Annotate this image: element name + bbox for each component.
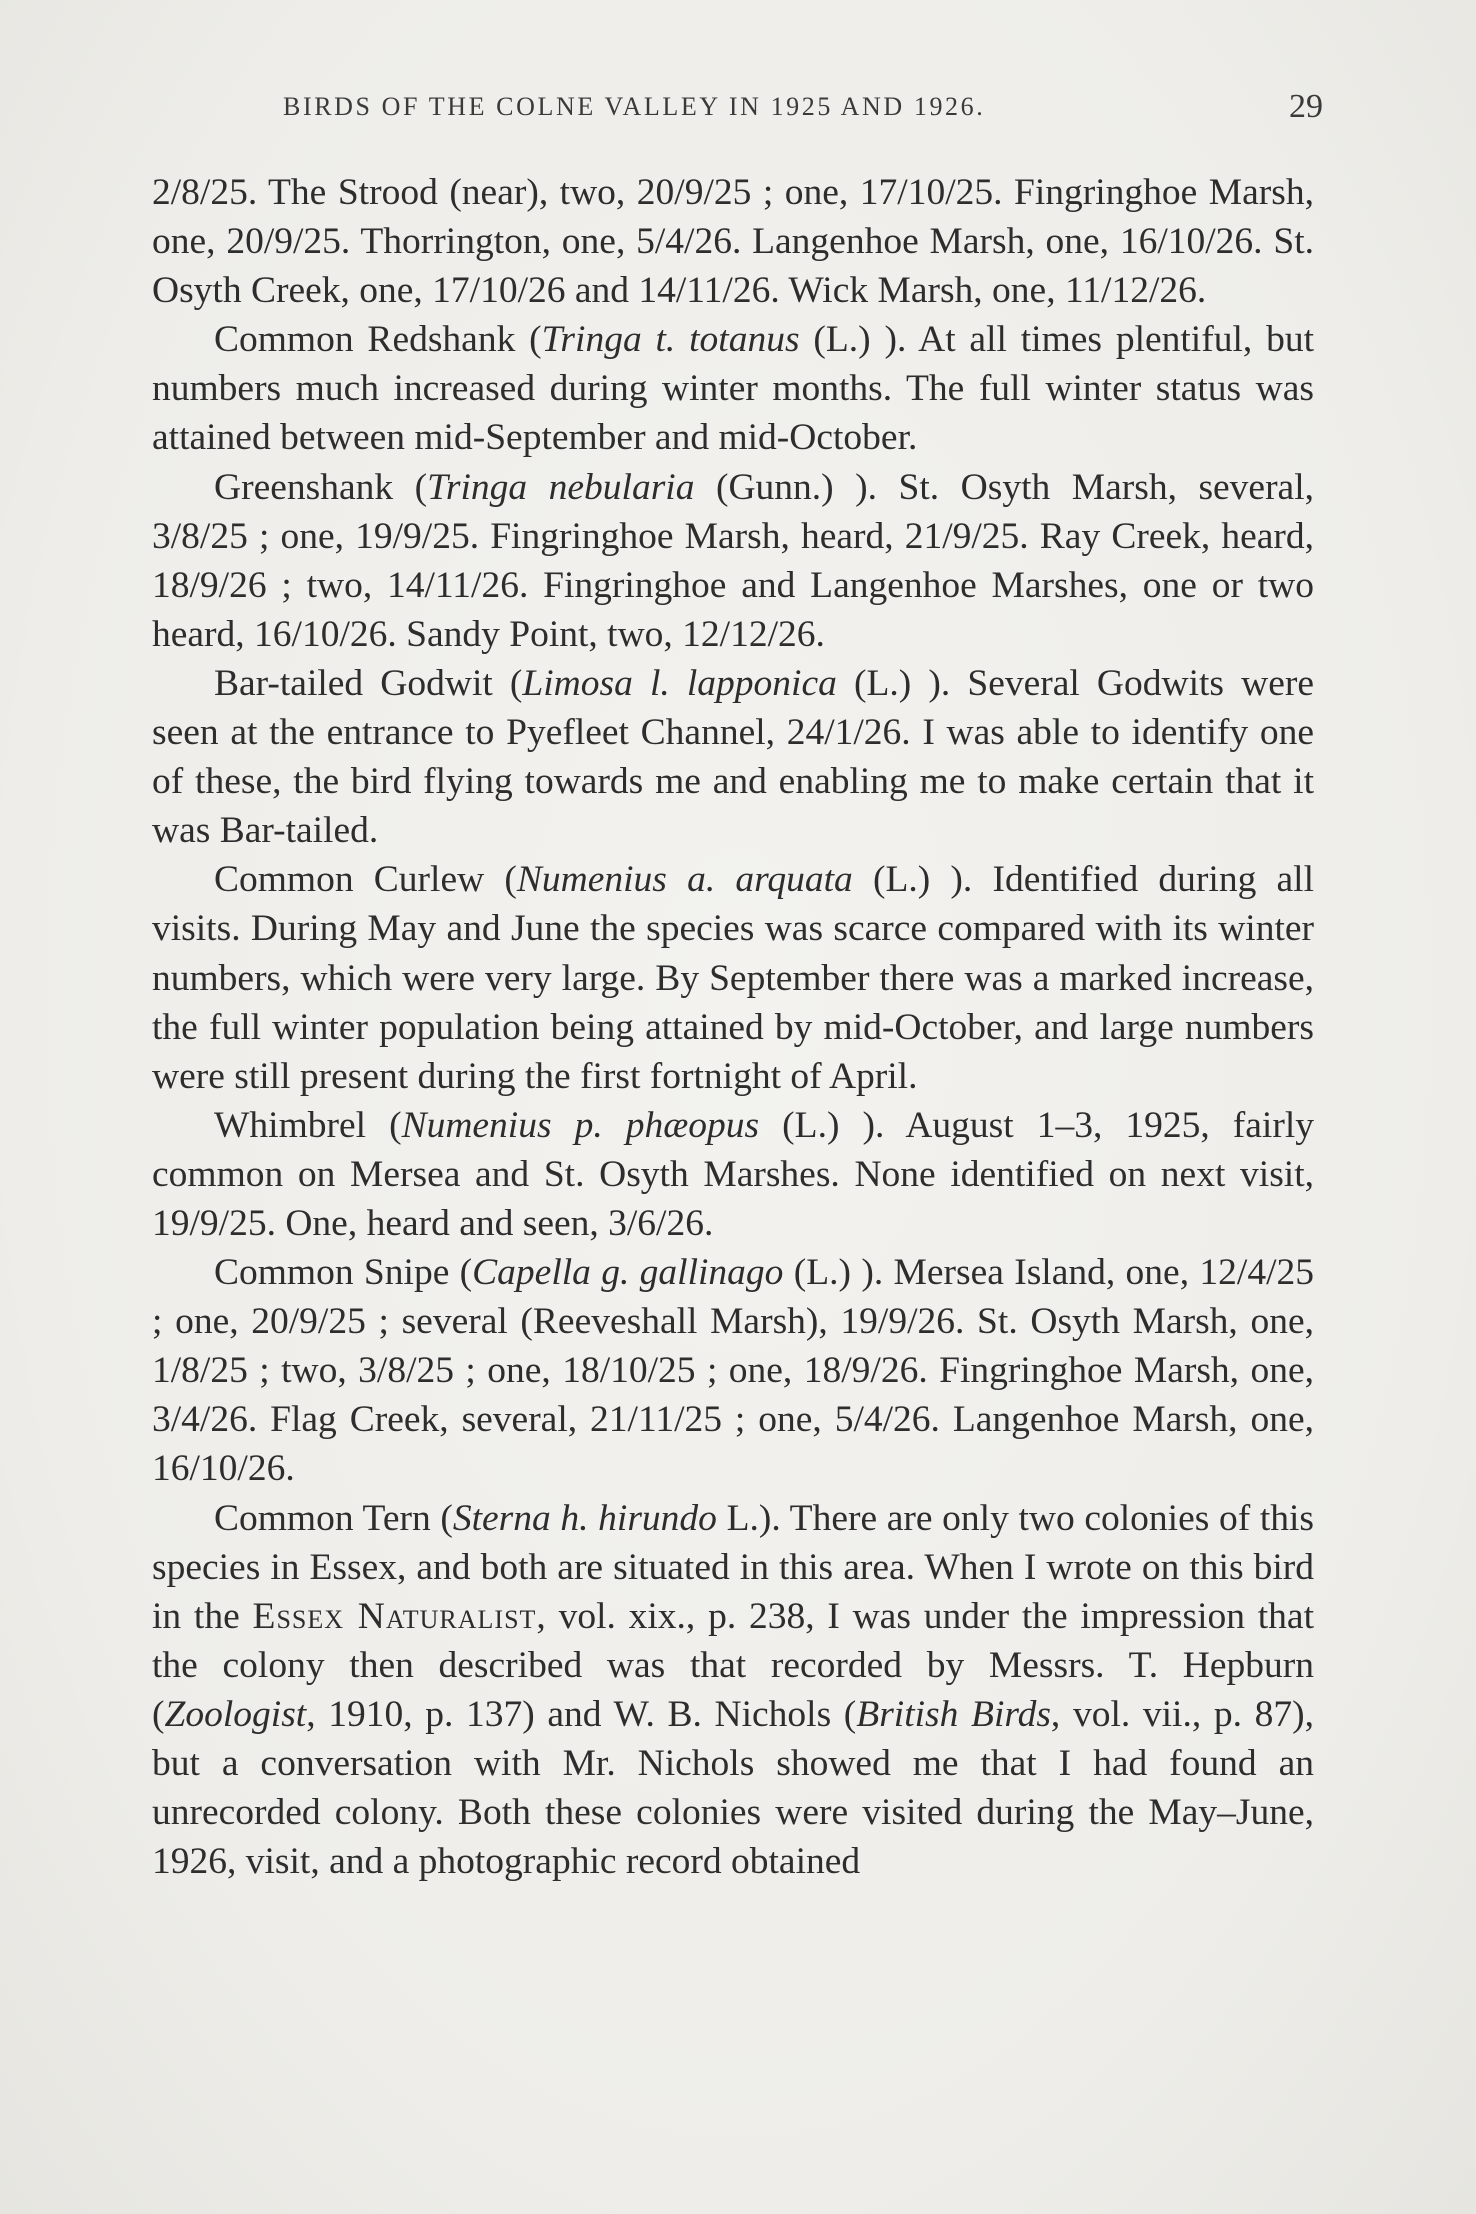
- entry-text: (L.) ). Identified during all visits. During May and June the species was scarce compared with its winter numbers, which were very large. By September there was a marked increase, the full winter population being attained by mid-October, and large numbers were still present during the first fortnight of April.: [152, 859, 1315, 1097]
- species-name: Common Curlew (: [214, 859, 517, 901]
- journal-name: Essex Naturalist: [252, 1595, 537, 1637]
- reference-title: Zoologist: [164, 1693, 307, 1735]
- entry-whimbrel: [152, 1101, 1314, 1248]
- page-number: 29: [1289, 88, 1323, 125]
- entry-text: (L.) ). Several Godwits were seen at the entrance to Pyefleet Channel, 24/1/26. I was able to identify one of these, the bird flying towards me and enabling me to make certain that it was Bar-tailed.: [152, 662, 1314, 852]
- running-title: BIRDS OF THE COLNE VALLEY IN 1925 AND 1926.: [283, 92, 986, 121]
- entry-common-tern: [152, 1494, 1314, 1887]
- entry-text: (L.) ). At all times plentiful, but numbers much increased during winter months. The full winter status was attained between mid-September and mid-October.: [152, 319, 1314, 459]
- latin-name: Numenius p. phæopus: [401, 1104, 760, 1146]
- species-name: Bar-tailed Godwit (: [214, 662, 523, 704]
- species-name: Whimbrel (: [214, 1104, 402, 1146]
- latin-name: Limosa l. lapponica: [522, 662, 837, 704]
- body-text: [152, 168, 1314, 1886]
- entry-common-curlew: [152, 855, 1314, 1100]
- entry-text: , vol. xix., p. 238, I was under the impression that the colony then described was that recorded by Messrs. T. Hepburn (: [152, 1595, 1314, 1735]
- entry-bar-tailed-godwit: [152, 659, 1314, 855]
- entry-common-snipe: [152, 1248, 1314, 1493]
- reference-title: British Birds: [856, 1693, 1051, 1735]
- species-name: Common Snipe (: [214, 1252, 473, 1294]
- running-header: [283, 88, 1323, 132]
- entry-text: (L.) ). August 1–3, 1925, fairly common on Mersea and St. Osyth Marshes. None identified on next visit, 19/9/25. One, heard and seen, 3/6/26.: [152, 1104, 1314, 1244]
- entry-greenshank: [152, 463, 1314, 659]
- species-name: Common Tern (: [214, 1497, 453, 1539]
- latin-name: Tringa nebularia: [427, 466, 695, 508]
- paragraph-text: 2/8/25. The Strood (near), two, 20/9/25 ; one, 17/10/25. Fingringhoe Marsh, one, 20/9/25. Thorrington, one, 5/4/26. Langenhoe Marsh, one, 16/10/26. St. Osyth Creek, one, 17/10/26 and 14/11/26. Wick Marsh, one, 11/12/26.: [152, 172, 1314, 312]
- latin-name: Numenius a. arquata: [516, 859, 853, 901]
- entry-text: (L.) ). Mersea Island, one, 12/4/25 ; one, 20/9/25 ; several (Reeveshall Marsh), 19/9/26. St. Osyth Marsh, one, 1/8/25 ; two, 3/8/25 ; one, 18/10/25 ; one, 18/9/26. Fingringhoe Marsh, one, 3/4/26. Flag Creek, several, 21/11/25 ; one, 5/4/26. Langenhoe Marsh, one, 16/10/26.: [152, 1252, 1314, 1490]
- species-name: Greenshank (: [214, 466, 428, 508]
- entry-text: L.). There are only two colonies of this species in Essex, and both are situated in this area. When I wrote on this bird in the: [152, 1497, 1315, 1637]
- latin-name: Sterna h. hirundo: [452, 1497, 717, 1539]
- entry-common-redshank: [152, 315, 1314, 462]
- entry-text: , vol. vii., p. 87), but a conversation with Mr. Nichols showed me that I had found an unrecorded colony. Both these colonies were visited during the May–June, 1926, visit, and a photographic record obtained: [152, 1693, 1314, 1883]
- entry-text: (Gunn.) ). St. Osyth Marsh, several, 3/8/25 ; one, 19/9/25. Fingringhoe Marsh, heard, 21/9/25. Ray Creek, heard, 18/9/26 ; two, 14/11/26. Fingringhoe and Langenhoe Marshes, one or two heard, 16/10/26. Sandy Point, two, 12/12/26.: [152, 466, 1314, 655]
- latin-name: Capella g. gallinago: [472, 1252, 784, 1294]
- entry-text: , 1910, p. 137) and W. B. Nichols (: [306, 1693, 857, 1735]
- latin-name: Tringa t. totanus: [541, 319, 800, 361]
- paragraph-continuation: [152, 168, 1314, 315]
- species-name: Common Redshank (: [214, 319, 542, 361]
